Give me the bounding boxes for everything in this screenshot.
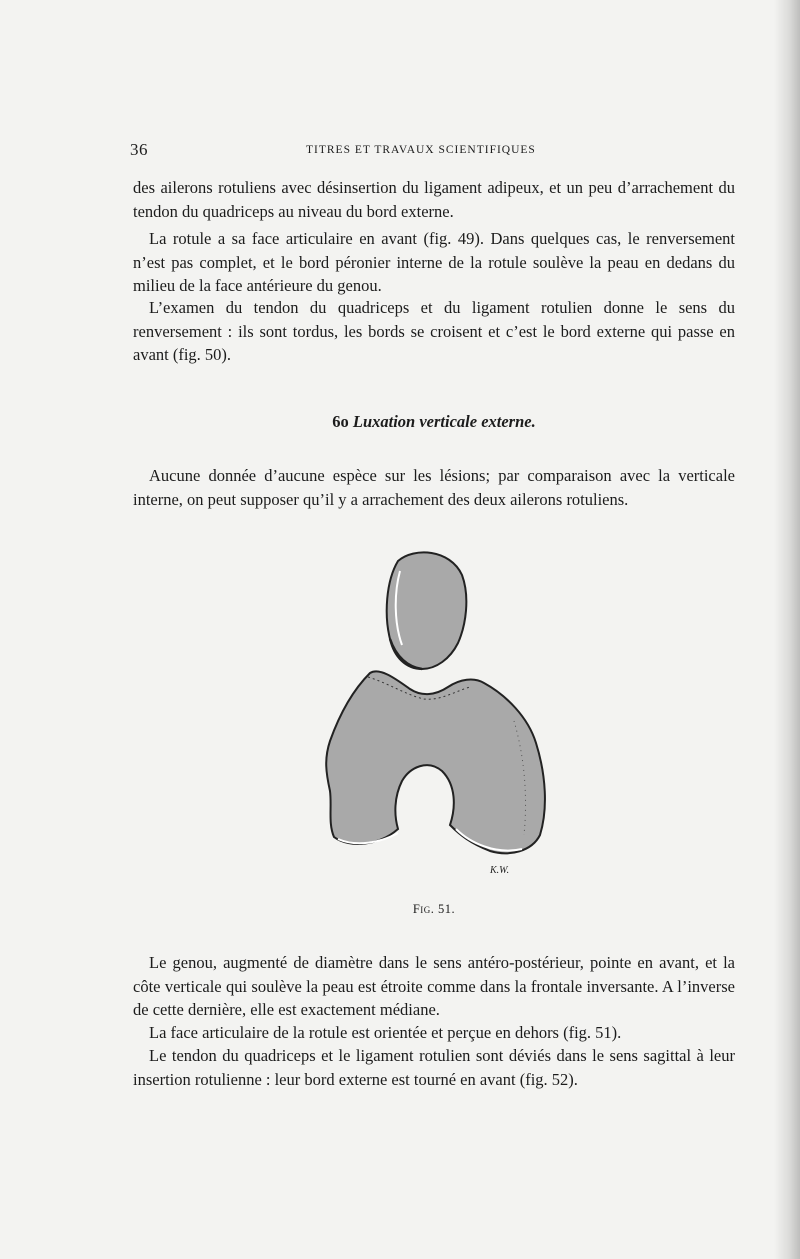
- section-heading: [133, 412, 735, 432]
- paragraph: La face articulaire de la rotule est orientée et perçue en dehors (fig. 51).: [149, 1023, 622, 1042]
- figure-caption-text: Fig. 51.: [412, 902, 456, 916]
- section-number: 6o: [332, 412, 349, 431]
- knee-cross-section-illustration: [310, 545, 560, 885]
- running-title: TITRES ET TRAVAUX SCIENTIFIQUES: [306, 144, 536, 156]
- paragraph: Le tendon du quadriceps et le ligament rotulien sont déviés dans le sens sagittal à leur insertion rotulienne : leur bord externe est tourné en avant (fig. 52).: [133, 1046, 735, 1089]
- paragraph: L’examen du tendon du quadriceps et du ligament rotulien donne le sens du renversement : ils sont tordus, les bords se croisent et c’est le bord externe qui passe en avant (fig. 50).: [133, 298, 735, 364]
- paragraph: Aucune donnée d’aucune espèce sur les lésions; par comparaison avec la verticale interne, on peut supposer qu’il y a arrachement des deux ailerons rotuliens.: [133, 466, 735, 509]
- paragraph: des ailerons rotuliens avec désinsertion du ligament adipeux, et un peu d’arrachement du tendon du quadriceps au niveau du bord externe.: [133, 178, 735, 221]
- page-header: [130, 140, 735, 164]
- patella-shape: [387, 552, 467, 669]
- figure-knee-section: [310, 545, 560, 885]
- page-edge-shadow: [774, 0, 800, 1259]
- page-number: 36: [130, 140, 148, 159]
- section-title: Luxation verticale externe.: [352, 412, 536, 431]
- figure-signature: K.W.: [490, 865, 510, 876]
- paragraph: Le genou, augmenté de diamètre dans le sens antéro-postérieur, pointe en avant, et la côte verticale qui soulève la peau est étroite comme dans la frontale inversante. A l’inverse de cette dernière, elle est exactement médiane.: [133, 953, 735, 1019]
- paragraph: La rotule a sa face articulaire en avant (fig. 49). Dans quelques cas, le renversement n’est pas complet, et le bord péronier interne de la rotule soulève la peau en dedans du milieu de la face antérieure du genou.: [133, 229, 735, 295]
- figure-caption: [133, 902, 735, 917]
